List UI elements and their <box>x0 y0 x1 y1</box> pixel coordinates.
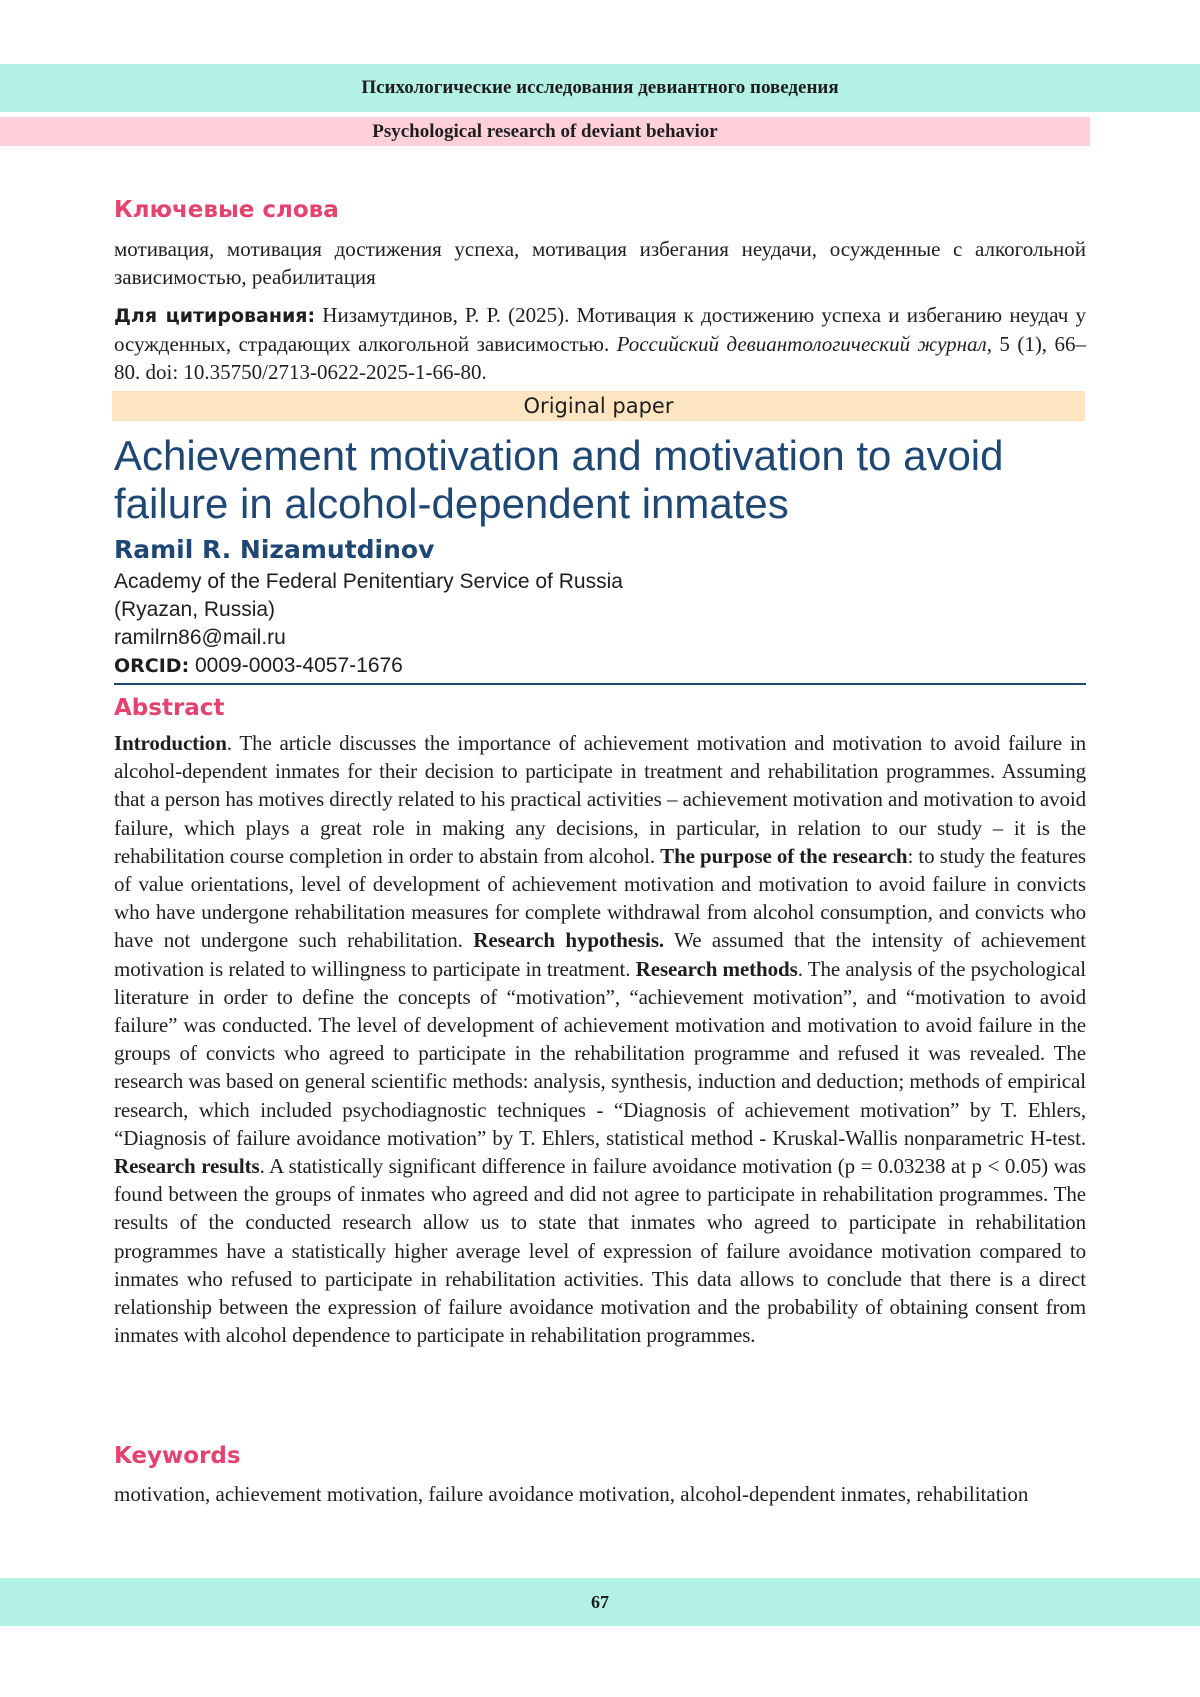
article-title: Achievement motivation and motivation to avoid failure in alcohol-dependent inmates <box>114 432 1004 527</box>
author-orcid <box>114 652 1086 680</box>
citation-details: , 5 (1), 66–80. doi: 10.35750/2713-0622-2025-1-66-80. <box>114 332 1086 384</box>
citation-text: Низамутдинов, Р. Р. (2025). Мотивация к достижению успеха и избеганию неудач у осужденных, страдающих алкогольной зависимостью. <box>114 303 1086 356</box>
abstract-methods: . The analysis of the psychological literature in order to define the concepts of “motivation”, “achievement motivation”, and “motivation to avoid failure” was conducted. The level of development of achievement motivation and motivation to avoid failure in the groups of convicts who agreed to participate in the rehabilitation programme and refused it was revealed. The research was based on general scientific methods: analysis, synthesis, induction and deduction; methods of empirical research, which included psychodiagnostic techniques - “Diagnosis of achievement motivation” by T. Ehlers, “Diagnosis of failure avoidance motivation” by T. Ehlers, statistical method - Kruskal-Wallis nonparametric H-test. <box>114 956 1086 1150</box>
abstract-purpose-label: The purpose of the research <box>660 843 908 868</box>
citation-journal: Российский девиантологический журнал <box>616 332 987 356</box>
abstract-results: . A statistically significant difference in failure avoidance motivation (p = 0.03238 at p < 0.05) was found between the groups of inmates who agreed and did not agree to participate in rehabilitation programmes. The results of the conducted research allow us to state that inmates who agreed to participate in rehabilitation programmes have a statistically higher average level of expression of failure avoidance motivation compared to inmates who refused to participate in rehabilitation activities. This data allows to conclude that there is a direct relationship between the expression of failure avoidance motivation and the probability of obtaining consent from inmates with alcohol dependence to participate in rehabilitation programmes. <box>114 1154 1086 1348</box>
abstract-purpose: : to study the features of value orientations, level of development of achievement motivation and motivation to avoid failure in convicts who have undergone rehabilitation measures for complete withdrawal from alcohol consumption, and convicts who have not undergone such rehabilitation. <box>114 843 1087 953</box>
abstract-intro: . The article discusses the importance of achievement motivation and motivation to avoid failure in alcohol-dependent inmates for their decision to participate in treatment and rehabilitation programmes. Assuming that a person has motives directly related to his practical activities – achievement motivation and motivation to avoid failure, which plays a great role in making any decisions, in particular, in relation to our study – it is the rehabilitation course completion in order to abstain from alcohol. <box>114 731 1086 868</box>
author-location: (Ryazan, Russia) <box>114 598 276 621</box>
citation <box>114 301 1086 386</box>
orcid-label: ORCID: <box>114 655 190 677</box>
page-number: 67 <box>0 1578 1200 1626</box>
abstract-text <box>114 729 1086 1349</box>
author-name: Ramil R. Nizamutdinov <box>114 535 435 564</box>
keywords-ru-heading: Ключевые слова <box>114 197 339 223</box>
author-email[interactable]: ramilrn86@mail.ru <box>114 626 286 649</box>
abstract-heading: Abstract <box>114 695 225 721</box>
author-info <box>114 568 1086 680</box>
abstract-hypothesis-label: Research hypothesis. <box>473 928 665 953</box>
keywords-en-heading: Keywords <box>114 1443 241 1469</box>
journal-title-ru: Психологические исследования девиантного поведения <box>361 77 839 98</box>
abstract-results-label: Research results <box>114 1154 260 1179</box>
keywords-en-text: motivation, achievement motivation, failure avoidance motivation, alcohol-dependent inmates, rehabilitation <box>114 1482 1029 1506</box>
journal-title-en: Psychological research of deviant behavior <box>0 117 1090 146</box>
citation-label: Для цитирования: <box>114 305 316 327</box>
orcid-id[interactable]: 0009-0003-4057-1676 <box>189 654 403 677</box>
abstract-methods-label: Research methods <box>635 956 798 981</box>
author-affiliation: Academy of the Federal Penitentiary Service of Russia <box>114 570 623 593</box>
abstract-intro-label: Introduction <box>114 731 227 755</box>
paper-type-banner: Original paper <box>112 391 1085 421</box>
keywords-ru-text: мотивация, мотивация достижения успеха, мотивация избегания неудачи, осужденные с алкогольной зависимостью, реабилитация <box>114 237 1086 289</box>
section-divider <box>114 683 1086 685</box>
abstract-hypothesis: We assumed that the intensity of achievement motivation is related to willingness to participate in treatment. <box>114 928 1087 981</box>
